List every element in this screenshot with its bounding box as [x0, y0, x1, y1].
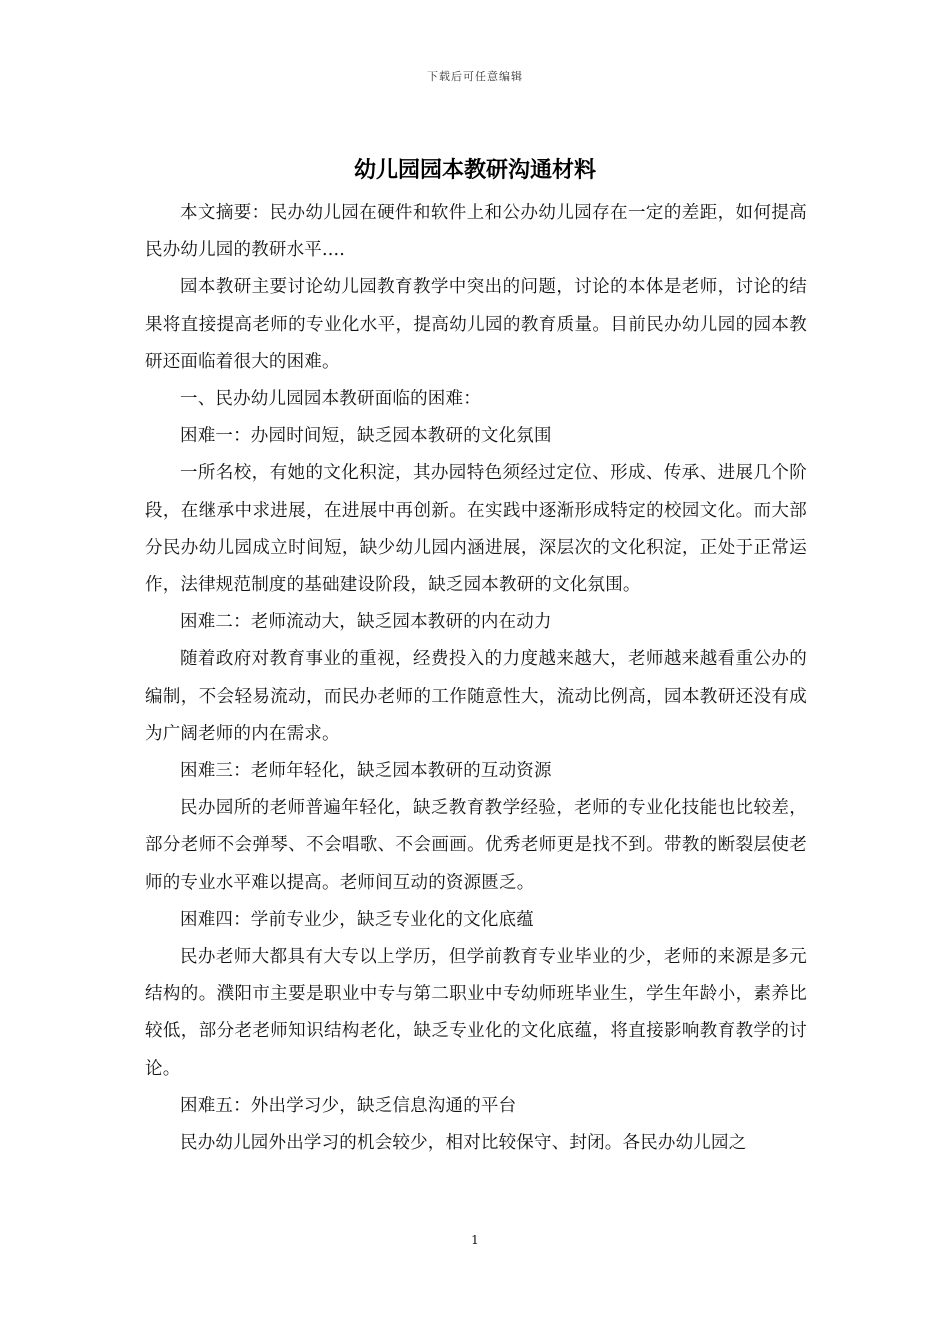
paragraph-body: 一所名校，有她的文化积淀，其办园特色须经过定位、形成、传承、进展几个阶段，在继承中求进展，在进展中再创新。在实践中逐渐形成特定的校园文化。而大部分民办幼儿园成立时间短，缺少幼儿园内涵进展，深层次的文化积淀，正处于正常运作，法律规范制度的基础建设阶段，缺乏园本教研的文化氛围。	[145, 463, 807, 596]
difficulty-heading-5: 困难五：外出学习少，缺乏信息沟通的平台	[180, 1095, 517, 1116]
header-note: 下载后可任意编辑	[427, 70, 523, 83]
paragraph-body: 随着政府对教育事业的重视，经费投入的力度越来越大，老师越来越看重公办的编制，不会轻易流动，而民办老师的工作随意性大，流动比例高，园本教研还没有成为广阔老师的内在需求。	[145, 649, 807, 744]
section-heading: 一、民办幼儿园园本教研面临的困难：	[180, 389, 481, 410]
difficulty-heading-3: 困难三：老师年轻化，缺乏园本教研的互动资源	[180, 761, 552, 782]
paragraph-body: 民办园所的老师普遍年轻化，缺乏教育教学经验，老师的专业化技能也比较差，部分老师不会弹琴、不会唱歌、不会画画。优秀老师更是找不到。带教的断裂层使老师的专业水平难以提高。老师间互动的资源匮乏。	[145, 798, 807, 893]
page-number: 1	[471, 1233, 479, 1247]
difficulty-heading-2: 困难二：老师流动大，缺乏园本教研的内在动力	[180, 612, 552, 633]
difficulty-heading-1: 困难一：办园时间短，缺乏园本教研的文化氛围	[180, 426, 552, 447]
paragraph-abstract: 本文摘要：民办幼儿园在硬件和软件上和公办幼儿园存在一定的差距，如何提高民办幼儿园的教研水平....	[145, 203, 807, 261]
paragraph-body: 民办幼儿园外出学习的机会较少，相对比较保守、封闭。各民办幼儿园之	[180, 1133, 747, 1154]
document-title: 幼儿园园本教研沟通材料	[353, 157, 596, 183]
paragraph-intro: 园本教研主要讨论幼儿园教育教学中突出的问题，讨论的本体是老师，讨论的结果将直接提高老师的专业化水平，提高幼儿园的教育质量。目前民办幼儿园的园本教研还面临着很大的困难。	[145, 277, 807, 372]
difficulty-heading-4: 困难四：学前专业少，缺乏专业化的文化底蕴	[180, 909, 534, 930]
paragraph-body: 民办老师大都具有大专以上学历，但学前教育专业毕业的少，老师的来源是多元结构的。濮阳市主要是职业中专与第二职业中专幼师班毕业生，学生年龄小，素养比较低，部分老老师知识结构老化，缺乏专业化的文化底蕴，将直接影响教育教学的讨论。	[145, 947, 807, 1079]
document-body	[145, 195, 807, 1162]
